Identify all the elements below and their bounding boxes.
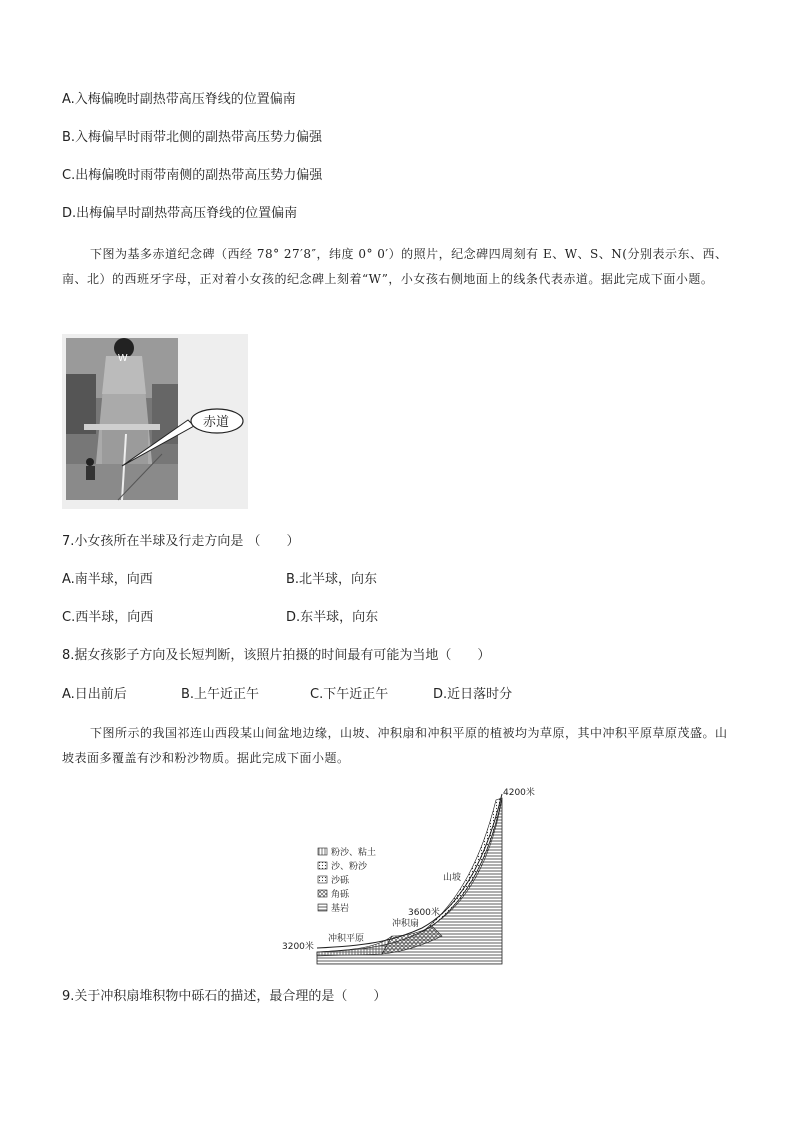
label-3600m: 3600米 bbox=[408, 908, 440, 918]
label-alluvial-plain: 冲积平原 bbox=[328, 934, 365, 944]
option-a-q6: A.入梅偏晚时副热带高压脊线的位置偏南 bbox=[62, 92, 296, 107]
option-c-q6: C.出梅偏晚时雨带南侧的副热带高压势力偏强 bbox=[62, 168, 323, 183]
q7-option-c: C.西半球，向西 bbox=[62, 610, 154, 625]
q8-option-c: C.下午近正午 bbox=[310, 687, 389, 702]
slope-profile-diagram bbox=[282, 786, 535, 968]
passage-qilian-basin: 下图所示的我国祁连山西段某山间盆地边缘，山坡、冲积扇和冲积平原的植被均为草原，其中冲积平原草原茂盛。山坡表面多覆盖有沙和粉沙物质。据此完成下面小题。 bbox=[62, 726, 728, 765]
monument-photo bbox=[62, 334, 248, 509]
q7-option-d: D.东半球，向东 bbox=[286, 610, 379, 625]
legend-silt-clay: 粉沙、粘土 bbox=[331, 848, 377, 858]
passage-equator-monument: 下图为基多赤道纪念碑（西经 78° 27′8″，纬度 0° 0′）的照片，纪念碑四周刻有 E、W、S、N(分别表示东、西、南、北）的西班牙字母，正对着小女孩的纪念碑上刻着“W”，小女孩右侧地面上的线条代表赤道。据此完成下面小题。 bbox=[62, 247, 728, 286]
legend-breccia: 角砾 bbox=[331, 890, 350, 900]
legend-sand-silt: 沙、粉沙 bbox=[331, 862, 368, 872]
question-9-stem: 9.关于冲积扇堆积物中砾石的描述，最合理的是（ ） bbox=[62, 989, 387, 1004]
label-slope: 山坡 bbox=[443, 873, 462, 883]
legend-sand-gravel: 沙砾 bbox=[331, 876, 350, 886]
q8-option-d: D.近日落时分 bbox=[433, 687, 513, 702]
q7-option-a: A.南半球，向西 bbox=[62, 572, 153, 587]
question-7-stem: 7.小女孩所在半球及行走方向是 （ ） bbox=[62, 534, 300, 549]
label-alluvial-fan: 冲积扇 bbox=[392, 919, 420, 929]
label-4200m: 4200米 bbox=[503, 788, 535, 798]
option-d-q6: D.出梅偏早时副热带高压脊线的位置偏南 bbox=[62, 206, 298, 221]
q8-option-b: B.上午近正午 bbox=[181, 687, 260, 702]
option-b-q6: B.入梅偏早时雨带北侧的副热带高压势力偏强 bbox=[62, 130, 323, 145]
monument-letter: W bbox=[118, 353, 128, 364]
q8-option-a: A.日出前后 bbox=[62, 687, 127, 702]
equator-callout-label: 赤道 bbox=[203, 415, 230, 430]
q7-option-b: B.北半球，向东 bbox=[286, 572, 378, 587]
legend-bedrock: 基岩 bbox=[331, 904, 350, 914]
question-8-stem: 8.据女孩影子方向及长短判断，该照片拍摄的时间最有可能为当地（ ） bbox=[62, 648, 491, 663]
label-3200m: 3200米 bbox=[282, 942, 314, 952]
